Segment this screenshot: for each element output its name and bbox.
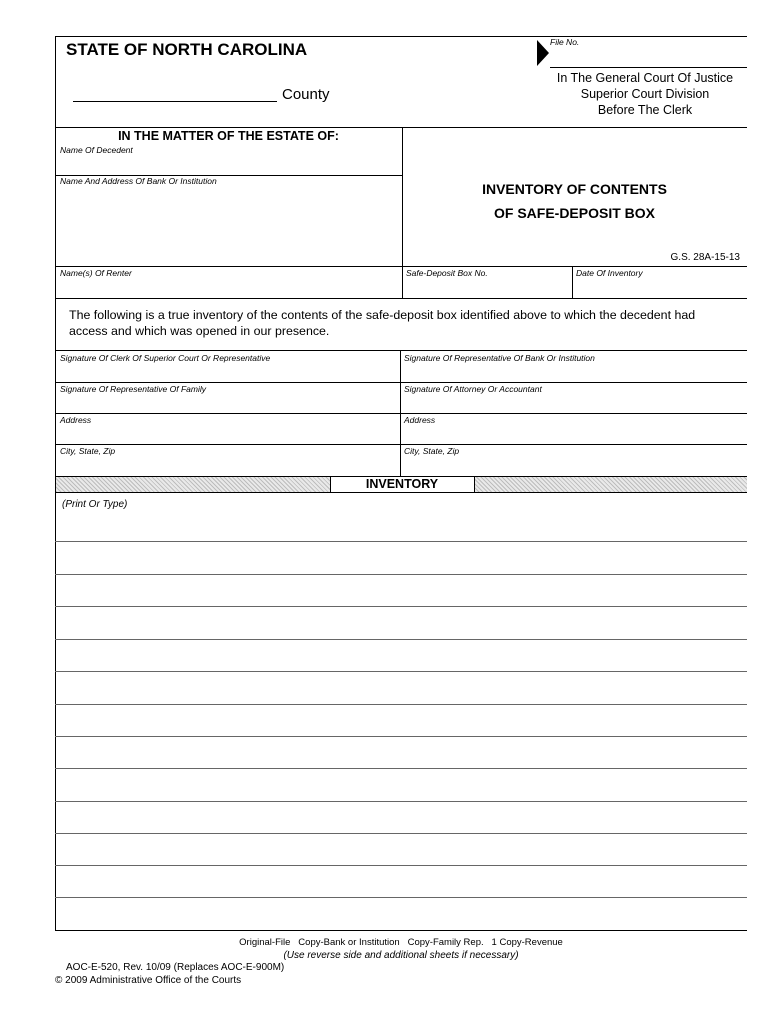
- attorney-signature-label: Signature Of Attorney Or Accountant: [404, 384, 542, 394]
- bank-label: Name And Address Of Bank Or Institution: [60, 176, 217, 186]
- inventory-line-3[interactable]: [57, 583, 745, 605]
- form-title-line-2: OF SAFE-DEPOSIT BOX: [493, 205, 655, 221]
- inventory-line-4[interactable]: [57, 616, 745, 638]
- address-right-input[interactable]: [402, 426, 745, 443]
- inventory-rule: [55, 704, 747, 705]
- csz-right-label: City, State, Zip: [404, 446, 460, 456]
- inventory-line-5[interactable]: [57, 648, 745, 670]
- bank-bottom-line: [55, 266, 747, 267]
- county-underline: [73, 101, 277, 102]
- renter-label: Name(s) Of Renter: [60, 268, 132, 278]
- file-no-label: File No.: [550, 37, 580, 47]
- state-title: STATE OF NORTH CAROLINA: [66, 40, 308, 59]
- inventory-hatch-left: [56, 477, 330, 492]
- csz-left-input[interactable]: [58, 457, 398, 474]
- copyright: © 2009 Administrative Office of the Courts: [55, 975, 242, 986]
- inventory-rule: [55, 639, 747, 640]
- inventory-rule: [55, 574, 747, 575]
- csz-left-label: City, State, Zip: [60, 446, 116, 456]
- renter-bottom-line: [55, 298, 747, 299]
- date-label: Date Of Inventory: [576, 268, 643, 278]
- inventory-heading-right-edge: [474, 476, 475, 492]
- box-date-divider: [572, 266, 573, 298]
- file-no-underline: [550, 67, 747, 68]
- box-no-label: Safe-Deposit Box No.: [406, 268, 488, 278]
- bank-name-address-input[interactable]: [58, 188, 400, 263]
- family-rep-signature-label: Signature Of Representative Of Family: [60, 384, 206, 394]
- inventory-rule: [55, 833, 747, 834]
- inventory-heading: INVENTORY: [365, 477, 439, 491]
- inventory-line-12[interactable]: [57, 874, 745, 896]
- decedent-label: Name Of Decedent: [60, 145, 133, 155]
- court-line-2: Superior Court Division: [580, 87, 710, 101]
- print-or-type-label: (Print Or Type): [62, 499, 128, 510]
- county-label: County: [282, 86, 330, 103]
- inventory-heading-bottom-line: [55, 492, 747, 493]
- county-input[interactable]: [73, 84, 277, 100]
- form-title-line-1: INVENTORY OF CONTENTS: [482, 181, 667, 197]
- inventory-rule: [55, 865, 747, 866]
- inventory-line-7[interactable]: [57, 713, 745, 735]
- inventory-rule: [55, 541, 747, 542]
- form-id: AOC-E-520, Rev. 10/09 (Replaces AOC-E-900M): [66, 962, 285, 973]
- inventory-line-10[interactable]: [57, 810, 745, 832]
- estate-top-line: [55, 127, 747, 128]
- bank-rep-signature-input[interactable]: [402, 364, 745, 381]
- decedent-name-input[interactable]: [58, 156, 400, 174]
- inventory-line-2[interactable]: [57, 551, 745, 573]
- reverse-side-note: (Use reverse side and additional sheets if necessary): [283, 950, 519, 961]
- inventory-rule: [55, 671, 747, 672]
- inventory-line-8[interactable]: [57, 745, 745, 767]
- file-no-arrow-icon: [537, 40, 549, 66]
- statute-ref: G.S. 28A-15-13: [670, 252, 740, 263]
- inventory-hatch-right: [474, 477, 747, 492]
- csz-right-input[interactable]: [402, 457, 745, 474]
- renter-name-input[interactable]: [58, 279, 400, 297]
- inventory-bottom-line: [55, 930, 747, 931]
- statement-bottom-line: [55, 350, 747, 351]
- bank-rep-signature-label: Signature Of Representative Of Bank Or Institution: [404, 353, 595, 363]
- inventory-rule: [55, 768, 747, 769]
- copy-distribution: Original-File Copy-Bank or Institution Copy-Family Rep. 1 Copy-Revenue: [239, 937, 563, 948]
- inventory-rule: [55, 801, 747, 802]
- estate-heading: IN THE MATTER OF THE ESTATE OF:: [118, 129, 339, 143]
- clerk-signature-label: Signature Of Clerk Of Superior Court Or Representative: [60, 353, 271, 363]
- inventory-line-1[interactable]: [57, 519, 745, 540]
- court-line-3: Before The Clerk: [597, 103, 693, 117]
- statement-text: The following is a true inventory of the contents of the safe-deposit box identified above to which the decedent had access and which was opened in our presence.: [69, 308, 696, 338]
- inventory-rule: [55, 897, 747, 898]
- signature-row-1-line: [55, 382, 747, 383]
- inventory-line-9[interactable]: [57, 778, 745, 800]
- family-rep-signature-input[interactable]: [58, 395, 398, 412]
- inventory-rule: [55, 606, 747, 607]
- inventory-date-input[interactable]: [574, 279, 746, 297]
- box-no-input[interactable]: [404, 279, 570, 297]
- inventory-line-11[interactable]: [57, 842, 745, 864]
- signature-row-2-line: [55, 413, 747, 414]
- address-right-label: Address: [404, 415, 436, 425]
- address-left-input[interactable]: [58, 426, 398, 443]
- file-no-input[interactable]: [552, 48, 744, 66]
- address-left-label: Address: [60, 415, 92, 425]
- signature-row-3-line: [55, 444, 747, 445]
- inventory-line-13[interactable]: [57, 906, 745, 928]
- inventory-line-6[interactable]: [57, 681, 745, 703]
- attorney-signature-input[interactable]: [402, 395, 745, 412]
- inventory-rule: [55, 736, 747, 737]
- court-line-1: In The General Court Of Justice: [556, 71, 734, 85]
- top-border: [55, 36, 747, 37]
- clerk-signature-input[interactable]: [58, 364, 398, 381]
